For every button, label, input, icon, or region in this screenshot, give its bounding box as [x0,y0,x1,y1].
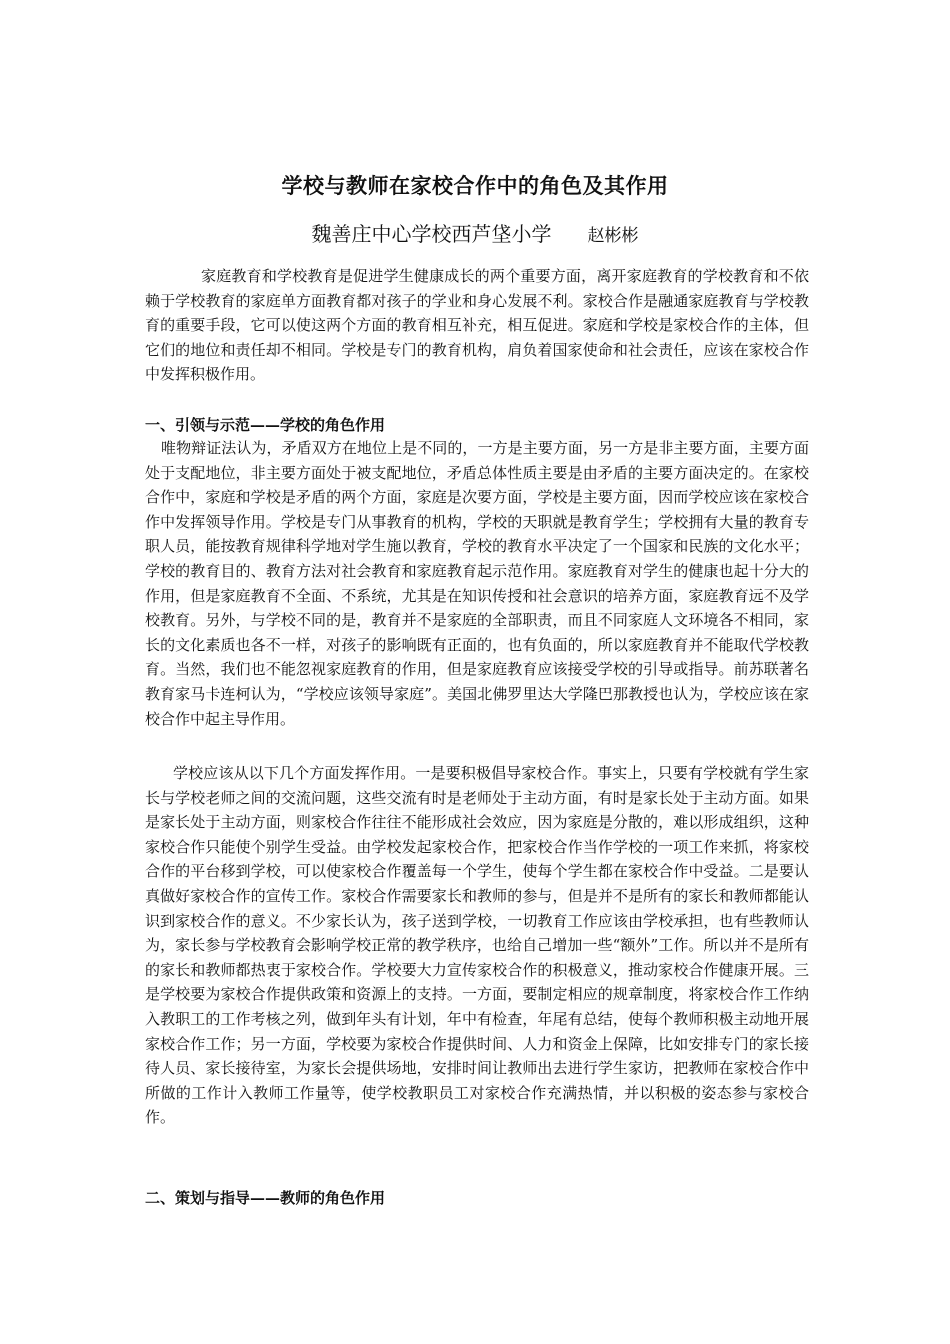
author-name: 赵彬彬 [587,226,639,246]
document-title: 学校与教师在家校合作中的角色及其作用 [281,173,669,198]
section-1-paragraph-2: 学校应该从以下几个方面发挥作用。一是要积极倡导家校合作。事实上，只要有学校就有学生家长与学校老师之间的交流问题，这些交流有时是老师处于主动方面，有时是家长处于主动方面。如果是家长处于主动方面，则家校合作往往不能形成社会效应，因为家庭是分散的，难以形成组织，这种家校合作只能使个别学生受益。由学校发起家校合作，把家校合作当作学校的一项工作来抓，将家校合作的平台移到学校，可以使家校合作覆盖每一个学生，使每个学生都在家校合作中受益。二是要认真做好家校合作的宣传工作。家校合作需要家长和教师的参与，但是并不是所有的家长和教师都能认识到家校合作的意义。不少家长认为，孩子送到学校，一切教育工作应该由学校承担，也有些教师认为，家长参与学校教育会影响学校正常的教学秩序，也给自己增加一些“额外”工作。所以并不是所有的家长和教师都热衷于家校合作。学校要大力宣传家校合作的积极意义，推动家校合作健康开展。三是学校要为家校合作提供政策和资源上的支持。一方面，要制定相应的规章制度，将家校合作工作纳入教职工的工作考核之列，做到年头有计划，年中有检查，年尾有总结，使每个教师积极主动地开展家校合作工作；另一方面，学校要为家校合作提供时间、人力和资金上保障，比如安排专门的家长接待人员、家长接待室，为家长会提供场地，安排时间让教师出去进行学生家访，把教师在家校合作中所做的工作计入教师工作量等，使学校教职员工对家校合作充满热情，并以积极的姿态参与家校合作。 [145,764,809,1127]
intro-paragraph: 家庭教育和学校教育是促进学生健康成长的两个重要方面，离开家庭教育的学校教育和不依赖于学校教育的家庭单方面教育都对孩子的学业和身心发展不利。家校合作是融通家庭教育与学校教育的重要手段，它可以使这两个方面的教育相互补充，相互促进。家庭和学校是家校合作的主体，但它们的地位和责任却不相同。学校是专门的教育机构，肩负着国家使命和社会责任，应该在家校合作中发挥积极作用。 [145,267,809,384]
author-line [0,218,950,247]
section-heading-2: 二、策划与指导——教师的角色作用 [145,1189,386,1207]
section-1-paragraph-1: 唯物辩证法认为，矛盾双方在地位上是不同的，一方是主要方面，另一方是非主要方面，主要方面处于支配地位，非主要方面处于被支配地位，矛盾总体性质主要是由矛盾的主要方面决定的。在家校合作中，家庭和学校是矛盾的两个方面，家庭是次要方面，学校是主要方面，因而学校应该在家校合作中发挥领导作用。学校是专门从事教育的机构，学校的天职就是教育学生；学校拥有大量的教育专职人员，能按教育规律科学地对学生施以教育，学校的教育水平决定了一个国家和民族的文化水平；学校的教育目的、教育方法对社会教育和家庭教育起示范作用。家庭教育对学生的健康也起十分大的作用，但是家庭教育不全面、不系统，尤其是在知识传授和社会意识的培养方面，家庭教育远不及学校教育。另外，与学校不同的是，教育并不是家庭的全部职责，而且不同家庭人文环境各不相同，家长的文化素质也各不一样，对孩子的影响既有正面的，也有负面的，所以家庭教育并不能取代学校教育。当然，我们也不能忽视家庭教育的作用，但是家庭教育应该接受学校的引导或指导。前苏联著名教育家马卡连柯认为，“学校应该领导家庭”。美国北佛罗里达大学隆巴那教授也认为，学校应该在家校合作中起主导作用。 [145,439,809,728]
school-name: 魏善庄中心学校西芦垡小学 [311,222,552,246]
section-heading-1: 一、引领与示范——学校的角色作用 [145,416,386,434]
